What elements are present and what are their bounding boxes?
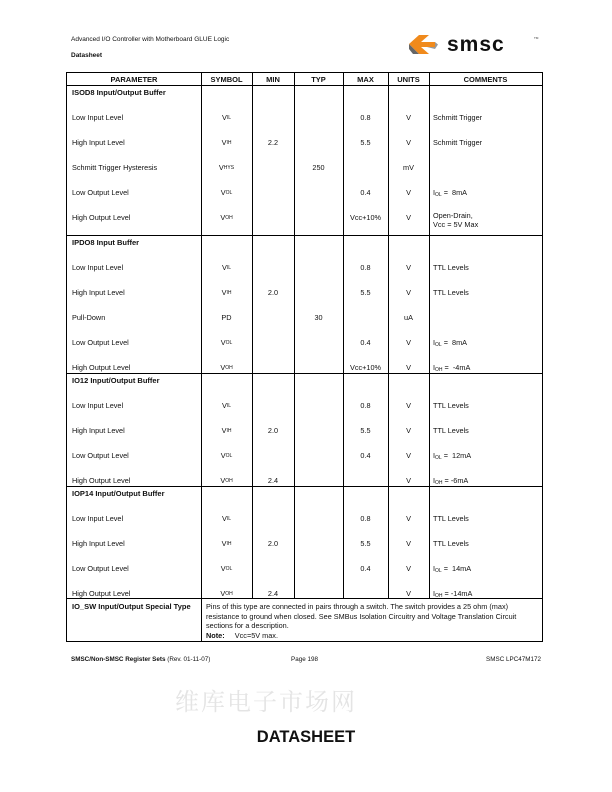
column-header: COMMENTS [463, 74, 508, 84]
typ-value [294, 355, 343, 374]
parameter: Low Output Level [72, 188, 129, 197]
section-title: IPDO8 Input Buffer [72, 238, 140, 247]
parameter: Low Input Level [72, 514, 124, 523]
comment [429, 305, 542, 330]
note-text: Vcc=5V max. [234, 630, 278, 640]
units: V [406, 514, 411, 523]
document-subtitle: Datasheet [71, 52, 103, 59]
units: V [406, 539, 411, 548]
symbol: V IL [221, 514, 232, 523]
smsc-logo [407, 32, 542, 61]
min-value [252, 556, 294, 581]
column-header: MIN [266, 74, 280, 84]
units: V [406, 188, 411, 197]
parameter: Low Output Level [72, 451, 129, 460]
table-row [67, 330, 542, 355]
parameter: Schmitt Trigger Hysteresis [72, 163, 158, 172]
max-value [343, 468, 388, 487]
units: V [406, 401, 411, 410]
min-value: 2.0 [267, 539, 279, 548]
iosw-description [206, 602, 536, 640]
min-value: 2.4 [267, 589, 279, 598]
symbol: PD [221, 313, 232, 322]
page-number: Page 198 [291, 656, 318, 663]
max-value: 0.4 [360, 188, 371, 197]
table-row [67, 105, 542, 130]
parameter: Low Output Level [72, 564, 129, 573]
parameter: Low Input Level [72, 401, 124, 410]
buffer-section [67, 236, 542, 374]
typ-value [294, 556, 343, 581]
watermark: 维库电子市场网 [175, 688, 357, 716]
min-value [252, 205, 294, 230]
min-value [252, 393, 294, 418]
iosw-description-text: Pins of this type are connected in pairs through a switch. The switch provides a 25 ohm (max) resistance to ground when closed. See SMBus Isolation Circuitry and Voltage Translation Circuit sections for a description. [206, 602, 517, 631]
svg-text:smsc: smsc [447, 33, 505, 56]
comment: $I_{OH} = -14mA$ [433, 588, 473, 599]
symbol: V OL [220, 451, 233, 460]
parameter: Low Output Level [72, 338, 129, 347]
section-title: IO12 Input/Output Buffer [72, 376, 160, 385]
datasheet-banner: DATASHEET [256, 728, 356, 746]
parameter: Pull-Down [72, 313, 106, 322]
table-row [67, 255, 542, 280]
symbol: V OH [220, 589, 233, 598]
comment: Schmitt Trigger [433, 113, 483, 122]
parameter: High Input Level [72, 138, 125, 147]
comment: $I_{OL} = 8mA$ [433, 187, 468, 198]
parameter: High Output Level [72, 589, 131, 598]
comment [429, 155, 542, 180]
min-value: 2.4 [267, 476, 279, 485]
symbol: V OH [220, 213, 233, 222]
symbol: V IL [221, 263, 232, 272]
typ-value [294, 393, 343, 418]
max-value: 0.8 [360, 401, 371, 410]
max-value: 0.8 [360, 113, 371, 122]
comment: TTL Levels [433, 539, 469, 548]
symbol: V OH [220, 363, 233, 372]
min-value [252, 443, 294, 468]
typ-value [294, 255, 343, 280]
typ-value [294, 330, 343, 355]
comment: $I_{OL} = 12mA$ [433, 450, 472, 461]
max-value [343, 581, 388, 599]
table-row [67, 130, 542, 155]
parameter: High Input Level [72, 288, 125, 297]
units: V [406, 426, 411, 435]
max-value: 5.5 [360, 138, 371, 147]
symbol: V IL [221, 113, 232, 122]
comment: TTL Levels [433, 514, 469, 523]
table-row [67, 355, 542, 374]
table-row [67, 393, 542, 418]
typ-value: 30 [314, 313, 323, 322]
typ-value [294, 468, 343, 487]
symbol: V IH [221, 539, 232, 548]
min-value [252, 155, 294, 180]
symbol: V OL [220, 338, 233, 347]
comment: TTL Levels [433, 288, 469, 297]
min-value [252, 255, 294, 280]
max-value [343, 155, 388, 180]
column-header: PARAMETER [110, 74, 158, 84]
table-row [67, 305, 542, 330]
min-value [252, 355, 294, 374]
units: V [406, 288, 411, 297]
units: V [406, 138, 411, 147]
units: V [406, 363, 411, 372]
units: V [406, 564, 411, 573]
parameter: High Input Level [72, 426, 125, 435]
comment: TTL Levels [433, 263, 469, 272]
footer-left: SMSC/Non-SMSC Register Sets (Rev. 01-11-07) [71, 656, 211, 663]
parameter: High Output Level [72, 213, 131, 222]
electrical-characteristics-table [66, 72, 543, 642]
comment: TTL Levels [433, 401, 469, 410]
units: mV [403, 163, 414, 172]
parameter: Low Input Level [72, 263, 124, 272]
max-value: 5.5 [360, 426, 371, 435]
buffer-section [67, 487, 542, 599]
table-row [67, 280, 542, 305]
table-header [67, 73, 542, 86]
table-row [67, 418, 542, 443]
max-value: Vcc+10% [349, 363, 382, 372]
column-header: UNITS [397, 74, 420, 84]
table-row [67, 180, 542, 205]
table-row [67, 155, 542, 180]
units: V [406, 476, 411, 485]
units: V [406, 589, 411, 598]
symbol: V IH [221, 426, 232, 435]
typ-value [294, 280, 343, 305]
min-value: 2.2 [267, 138, 279, 147]
typ-value [294, 180, 343, 205]
section-title: ISOD8 Input/Output Buffer [72, 88, 166, 97]
typ-value [294, 105, 343, 130]
max-value [343, 305, 388, 330]
table-row [67, 581, 542, 599]
units: V [406, 338, 411, 347]
max-value: Vcc+10% [349, 213, 382, 222]
comment: $I_{OL} = 8mA$ [433, 337, 468, 348]
min-value [252, 506, 294, 531]
footer-right: SMSC LPC47M172 [486, 656, 541, 663]
max-value: 5.5 [360, 288, 371, 297]
buffer-section [67, 374, 542, 487]
comment: $I_{OH} = -6mA$ [433, 475, 469, 486]
units: V [406, 213, 411, 222]
min-value [252, 180, 294, 205]
typ-value [294, 418, 343, 443]
column-header: MAX [357, 74, 374, 84]
column-header: TYP [311, 74, 326, 84]
max-value: 5.5 [360, 539, 371, 548]
iosw-title: IO_SW Input/Output Special Type [72, 602, 191, 611]
min-value [252, 330, 294, 355]
column-header: SYMBOL [210, 74, 243, 84]
table-row [67, 205, 542, 230]
symbol: V IL [221, 401, 232, 410]
units: V [406, 113, 411, 122]
max-value: 0.4 [360, 451, 371, 460]
svg-text:TM: TM [534, 36, 539, 40]
table-row [67, 531, 542, 556]
units: uA [404, 313, 413, 322]
comment: $I_{OH} = -4mA$ [433, 362, 471, 373]
min-value: 2.0 [267, 426, 279, 435]
comment: Schmitt Trigger [433, 138, 483, 147]
table-row [67, 468, 542, 487]
comment: TTL Levels [433, 426, 469, 435]
units: V [406, 451, 411, 460]
typ-value [294, 205, 343, 230]
symbol: V HYS [218, 163, 235, 172]
symbol: V IH [221, 138, 232, 147]
typ-value [294, 443, 343, 468]
symbol: V IH [221, 288, 232, 297]
table-row [67, 443, 542, 468]
document-title: Advanced I/O Controller with Motherboard GLUE Logic [71, 36, 230, 43]
min-value [252, 305, 294, 330]
table-row [67, 506, 542, 531]
min-value [252, 105, 294, 130]
note-label: Note: [206, 630, 225, 640]
symbol: V OL [220, 564, 233, 573]
typ-value [294, 581, 343, 599]
units: V [406, 263, 411, 272]
max-value: 0.8 [360, 263, 371, 272]
typ-value [294, 130, 343, 155]
symbol: V OH [220, 476, 233, 485]
parameter: High Output Level [72, 476, 131, 485]
parameter: Low Input Level [72, 113, 124, 122]
typ-value: 250 [312, 163, 325, 172]
section-title: IOP14 Input/Output Buffer [72, 489, 165, 498]
min-value: 2.0 [267, 288, 279, 297]
comment: $I_{OL} = 14mA$ [433, 563, 472, 574]
typ-value [294, 531, 343, 556]
parameter: High Output Level [72, 363, 131, 372]
typ-value [294, 506, 343, 531]
iosw-section [67, 599, 542, 642]
parameter: High Input Level [72, 539, 125, 548]
comment: Open-Drain, Vcc = 5V Max [433, 210, 479, 229]
max-value: 0.4 [360, 338, 371, 347]
table-row [67, 556, 542, 581]
buffer-section [67, 86, 542, 236]
symbol: V OL [220, 188, 233, 197]
max-value: 0.8 [360, 514, 371, 523]
max-value: 0.4 [360, 564, 371, 573]
